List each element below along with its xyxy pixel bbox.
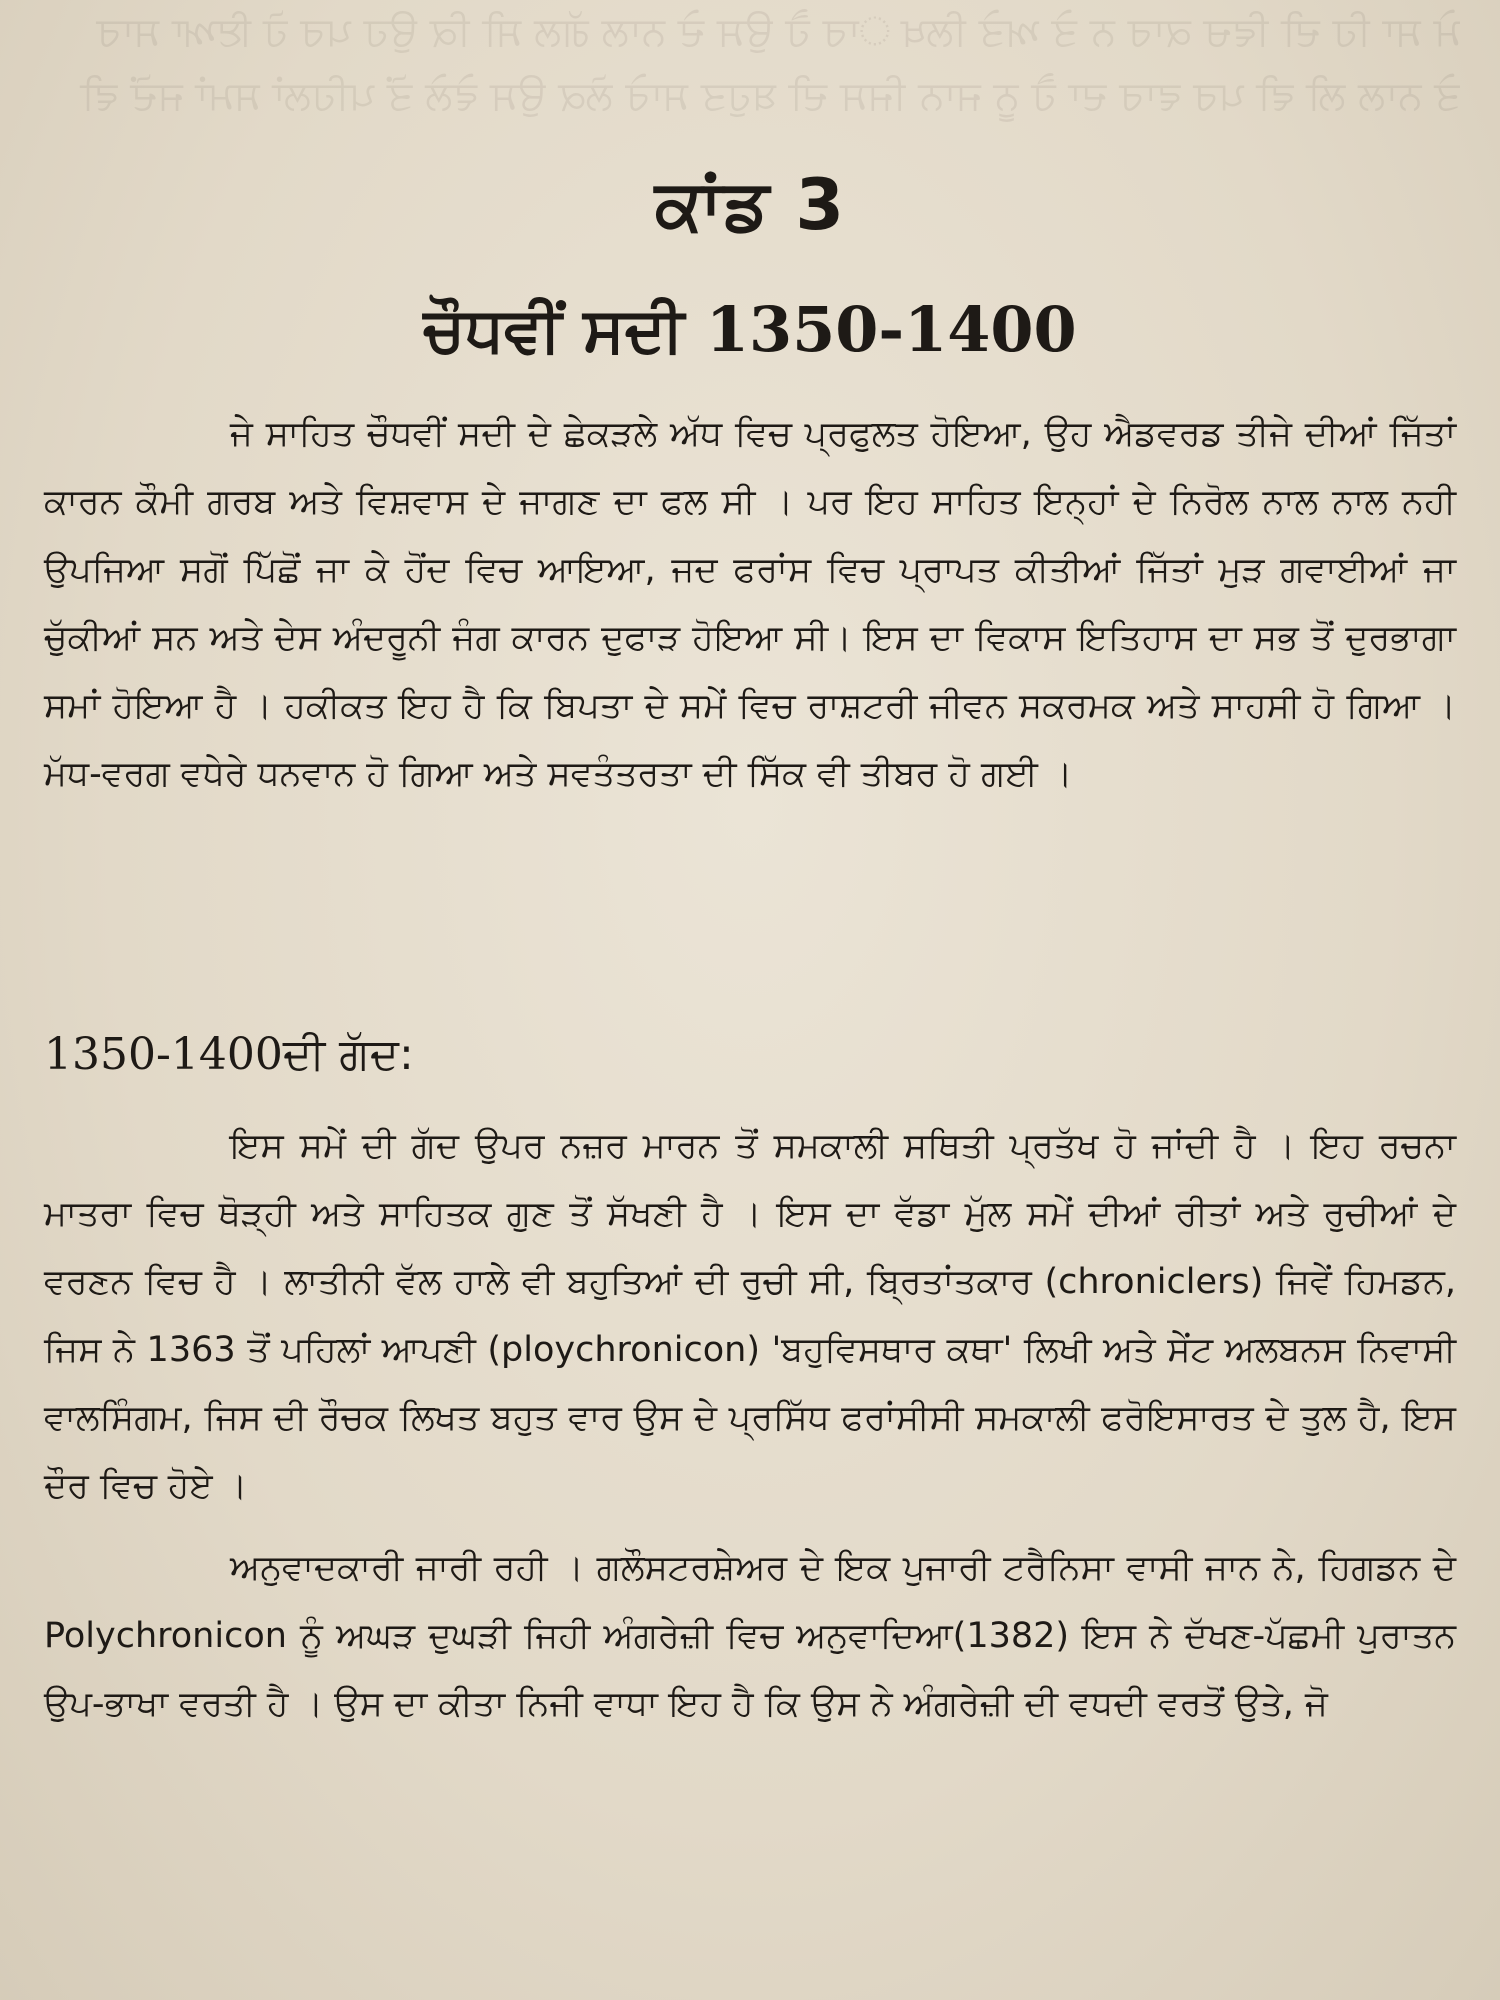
section-heading-years: 1350-1400 xyxy=(44,1029,283,1080)
chapter-heading: ਕਾਂਡ 3 xyxy=(654,164,846,246)
paragraph-prose-1: ਇਸ ਸਮੇਂ ਦੀ ਗੱਦ ਉਪਰ ਨਜ਼ਰ ਮਾਰਨ ਤੋਂ ਸਮਕਾਲੀ ਸਥਿਤੀ ਪ੍ਰਤੱਖ ਹੋ ਜਾਂਦੀ ਹੈ । ਇਹ ਰਚਨਾ ਮਾਤਰਾ ਵਿਚ ਥੋੜ੍ਹੀ ਅਤੇ ਸਾਹਿਤਕ ਗੁਣ ਤੋਂ ਸੱਖਣੀ ਹੈ । ਇਸ ਦਾ ਵੱਡਾ ਮੁੱਲ ਸਮੇਂ ਦੀਆਂ ਰੀਤਾਂ ਅਤੇ ਰੁਚੀਆਂ ਦੇ ਵਰਣਨ ਵਿਚ ਹੈ । ਲਾਤੀਨੀ ਵੱਲ ਹਾਲੇ ਵੀ ਬਹੁਤਿਆਂ ਦੀ ਰੁਚੀ ਸੀ, ਬ੍ਰਿਤਾਂਤਕਾਰ (chroniclers) ਜਿਵੇਂ ਹਿਮਡਨ, ਜਿਸ ਨੇ 1363 ਤੋਂ ਪਹਿਲਾਂ ਆਪਣੀ (ploychronicon) 'ਬਹੁਵਿਸਥਾਰ ਕਥਾ' ਲਿਖੀ ਅਤੇ ਸੇਂਟ ਅਲਬਨਸ ਨਿਵਾਸੀ ਵਾਲਸਿੰਗਮ, ਜਿਸ ਦੀ ਰੌਚਕ ਲਿਖਤ ਬਹੁਤ ਵਾਰ ਉਸ ਦੇ ਪ੍ਰਸਿੱਧ ਫਰਾਂਸੀਸੀ ਸਮਕਾਲੀ ਫਰੋਇਸਾਰਤ ਦੇ ਤੁਲ ਹੈ, ਇਸ ਦੌਰ ਵਿਚ ਹੋਏ । xyxy=(44,1126,1456,1506)
section-heading xyxy=(44,1020,414,1090)
chapter-title-text: ਚੌਧਵੀਂ ਸਦੀ xyxy=(423,293,685,366)
paragraph-prose-2: ਅਨੁਵਾਦਕਾਰੀ ਜਾਰੀ ਰਹੀ । ਗਲੌਸਟਰਸ਼ੇਅਰ ਦੇ ਇਕ ਪੁਜਾਰੀ ਟਰੈਨਿਸਾ ਵਾਸੀ ਜਾਨ ਨੇ, ਹਿਗਡਨ ਦੇ Polychronicon ਨੂੰ ਅਘੜ ਦੁਘੜੀ ਜਿਹੀ ਅੰਗਰੇਜ਼ੀ ਵਿਚ ਅਨੁਵਾਦਿਆ(1382) ਇਸ ਨੇ ਦੱਖਣ-ਪੱਛਮੀ ਪੁਰਾਤਨ ਉਪ-ਭਾਖਾ ਵਰਤੀ ਹੈ । ਉਸ ਦਾ ਕੀਤਾ ਨਿਜੀ ਵਾਧਾ ਇਹ ਹੈ ਕਿ ਉਸ ਨੇ ਅੰਗਰੇਜ਼ੀ ਦੀ ਵਧਦੀ ਵਰਤੋਂ ਉਤੇ, ਜੋ xyxy=(44,1548,1456,1724)
prose-section xyxy=(44,1112,1456,1738)
chapter-title-years: 1350-1400 xyxy=(705,293,1077,366)
show-through-texture: ਮੇ ਸਾ ਹਿ ਦੀ ਵਿਚ ਕਾਰ ਨ ਤੇ ਅਤੇ ਲਿਖ ਾਰ ਹੈ ਉਸ ਦੇ ਨਾਲ ਗੱਲ ਸੀ ਕਿ ਉਹ ਪਰ ਹੋ ਇਆ ਸਾਰ ਤੇ ਨਾਲ ਲੀ ਵੀ ਪਰ ਵਾਰ ਦਾ ਹੈ ਨੂ ਜਾਨ ਜਿਸ ਦੀ ਬਹੁਤ ਸਾਰੇ ਲੋਕ ਉਸ ਵੇਲੇ ਤੋਂ ਪਹਿਲਾਂ ਸਮਾਂ ਜਦੋਂ ਵੀ xyxy=(80,9,1460,119)
intro-section xyxy=(44,400,1456,808)
chapter-title xyxy=(0,285,1500,375)
section-heading-text: ਦੀ ਗੱਦ: xyxy=(282,1029,414,1080)
paragraph-intro: ਜੇ ਸਾਹਿਤ ਚੌਧਵੀਂ ਸਦੀ ਦੇ ਛੇਕੜਲੇ ਅੱਧ ਵਿਚ ਪ੍ਰਫੁਲਤ ਹੋਇਆ, ਉਹ ਐਡਵਰਡ ਤੀਜੇ ਦੀਆਂ ਜਿੱਤਾਂ ਕਾਰਨ ਕੌਮੀ ਗਰਬ ਅਤੇ ਵਿਸ਼ਵਾਸ ਦੇ ਜਾਗਣ ਦਾ ਫਲ ਸੀ । ਪਰ ਇਹ ਸਾਹਿਤ ਇਨ੍ਹਾਂ ਦੇ ਨਿਰੋਲ ਨਾਲ ਨਾਲ ਨਹੀ ਉਪਜਿਆ ਸਗੋਂ ਪਿੱਛੋਂ ਜਾ ਕੇ ਹੋਂਦ ਵਿਚ ਆਇਆ, ਜਦ ਫਰਾਂਸ ਵਿਚ ਪ੍ਰਾਪਤ ਕੀਤੀਆਂ ਜਿੱਤਾਂ ਮੁੜ ਗਵਾਈਆਂ ਜਾ ਚੁੱਕੀਆਂ ਸਨ ਅਤੇ ਦੇਸ ਅੰਦਰੂਨੀ ਜੰਗ ਕਾਰਨ ਦੁਫਾੜ ਹੋਇਆ ਸੀ। ਇਸ ਦਾ ਵਿਕਾਸ ਇਤਿਹਾਸ ਦਾ ਸਭ ਤੋਂ ਦੁਰਭਾਗਾ ਸਮਾਂ ਹੋਇਆ ਹੈ । ਹਕੀਕਤ ਇਹ ਹੈ ਕਿ ਬਿਪਤਾ ਦੇ ਸਮੇਂ ਵਿਚ ਰਾਸ਼ਟਰੀ ਜੀਵਨ ਸਕਰਮਕ ਅਤੇ ਸਾਹਸੀ ਹੋ ਗਿਆ । ਮੱਧ-ਵਰਗ ਵਧੇਰੇ ਧਨਵਾਨ ਹੋ ਗਿਆ ਅਤੇ ਸਵਤੰਤਰਤਾ ਦੀ ਸਿੱਕ ਵੀ ਤੀਬਰ ਹੋ ਗਈ । xyxy=(44,414,1456,794)
